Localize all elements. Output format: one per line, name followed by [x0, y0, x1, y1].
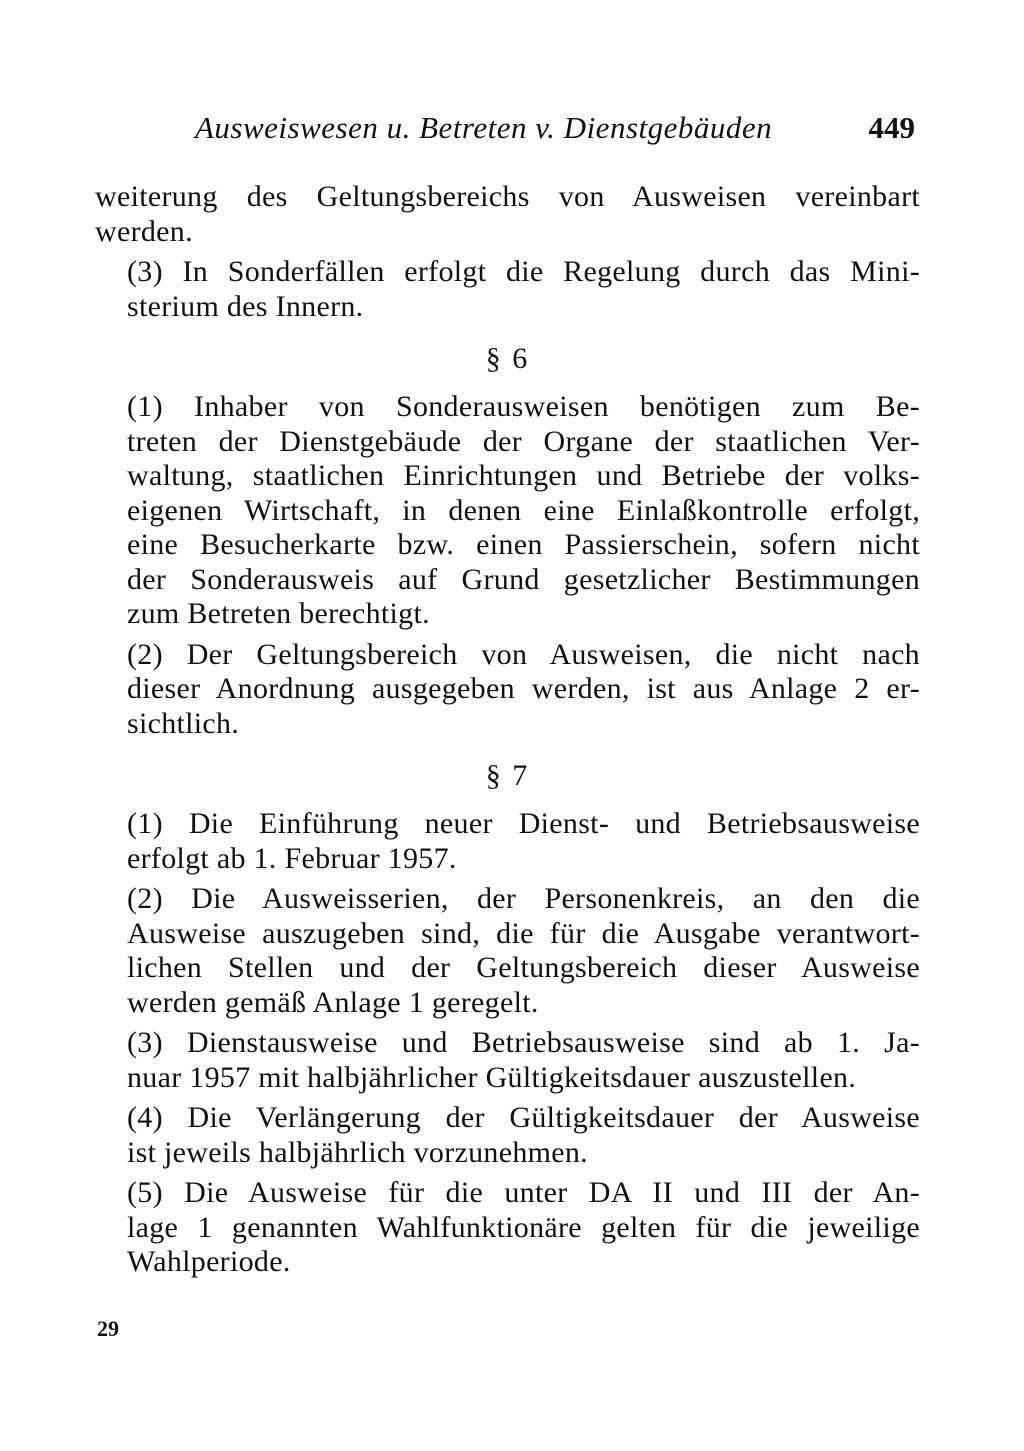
text-line: nuar 1957 mit halbjährlicher Gültigkeitsdauer auszustellen.	[127, 1060, 857, 1094]
section-heading-7: § 7	[485, 759, 530, 792]
text-line: werden gemäß Anlage 1 geregelt.	[127, 985, 539, 1019]
signature-mark: 29	[97, 1316, 119, 1341]
text-line: treten der Dienstgebäude der Organe der staatlichen Ver-	[127, 424, 920, 458]
page-number: 449	[868, 110, 915, 145]
paragraph-7-3	[95, 1026, 920, 1095]
text-line: (3) Dienstausweise und Betriebsausweise sind ab 1. Ja-	[127, 1026, 920, 1059]
text-line: erfolgt ab 1. Februar 1957.	[127, 841, 457, 875]
paragraph-7-4	[95, 1101, 920, 1170]
text-line: (2) Die Ausweisserien, der Personenkreis, an den die	[127, 882, 920, 915]
paragraph-6-2	[95, 638, 920, 742]
paragraph-7-2	[95, 882, 920, 1020]
paragraph-7-1	[95, 807, 920, 876]
paragraph-continuation	[95, 180, 920, 249]
text-line: dieser Anordnung ausgegeben werden, ist aus Anlage 2 er-	[127, 672, 920, 705]
text-line: (1) Die Einführung neuer Dienst- und Betriebsausweise	[127, 807, 920, 840]
text-line: waltung, staatlichen Einrichtungen und Betriebe der volks-	[127, 459, 920, 492]
running-head: Ausweiswesen u. Betreten v. Dienstgebäuden	[195, 110, 773, 145]
text-line: ist jeweils halbjährlich vorzunehmen.	[127, 1135, 588, 1169]
text-line: lage 1 genannten Wahlfunktionäre gelten für die jeweilige	[127, 1210, 920, 1244]
page-header	[195, 110, 915, 154]
text-line: (3) In Sonderfällen erfolgt die Regelung durch das Mini-	[127, 255, 920, 288]
text-line: (5) Die Ausweise für die unter DA II und III der An-	[127, 1176, 920, 1209]
text-line: der Sonderausweis auf Grund gesetzlicher Bestimmungen	[127, 562, 920, 596]
text-line: (1) Inhaber von Sonderausweisen benötigen zum Be-	[127, 390, 920, 423]
body-text	[95, 180, 920, 1280]
text-line: lichen Stellen und der Geltungsbereich dieser Ausweise	[127, 951, 920, 984]
text-line: (4) Die Verlängerung der Gültigkeitsdauer der Ausweise	[127, 1101, 920, 1134]
text-line: Ausweise auszugeben sind, die für die Ausgabe verantwort-	[127, 916, 920, 950]
text-line: eine Besucherkarte bzw. einen Passierschein, sofern nicht	[127, 528, 920, 561]
text-line: sichtlich.	[127, 706, 240, 740]
paragraph-5-3	[95, 255, 920, 324]
section-heading-6: § 6	[485, 342, 530, 375]
text-line: zum Betreten berechtigt.	[127, 597, 430, 630]
paragraph-7-5	[95, 1176, 920, 1280]
text-line: Wahlperiode.	[127, 1245, 291, 1278]
text-line: eigenen Wirtschaft, in denen eine Einlaßkontrolle erfolgt,	[127, 493, 920, 527]
text-line: sterium des Innern.	[127, 289, 364, 323]
text-line: weiterung des Geltungsbereichs von Ausweisen vereinbart	[95, 180, 920, 213]
text-line: werden.	[95, 214, 193, 248]
text-line: (2) Der Geltungsbereich von Ausweisen, die nicht nach	[127, 637, 920, 671]
paragraph-6-1	[95, 390, 920, 632]
